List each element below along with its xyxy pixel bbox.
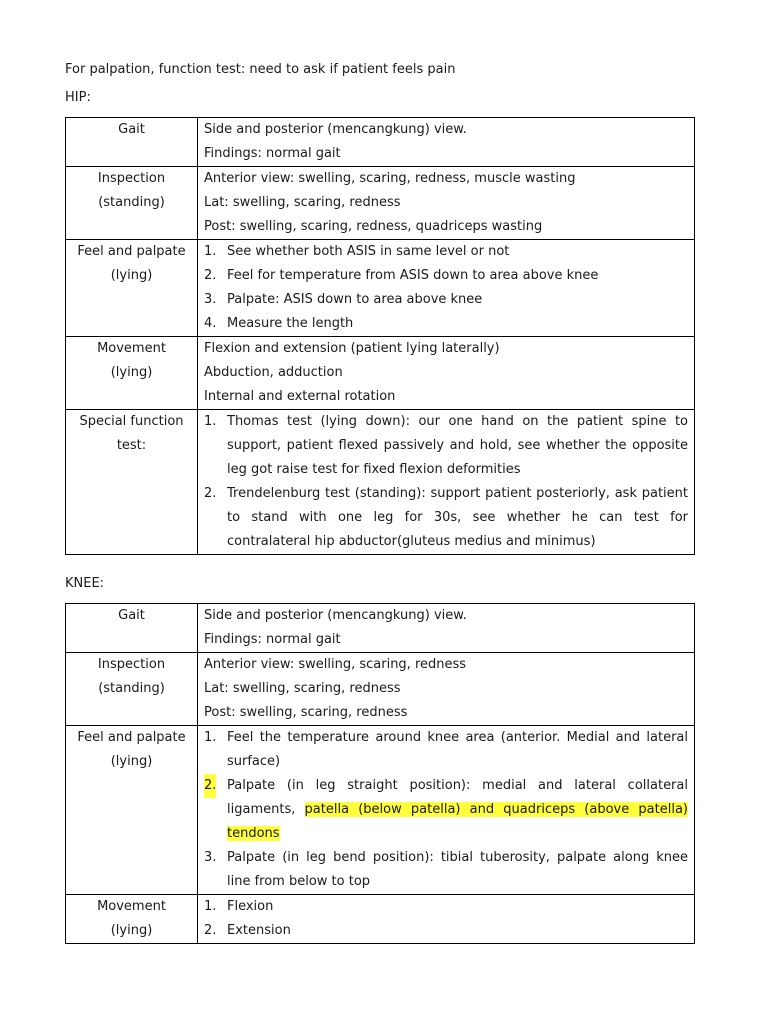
table-row [66, 167, 695, 240]
list-item [204, 482, 688, 554]
list-text: Palpate (in leg bend position): tibial tuberosity, palpate along knee line from below to top [227, 850, 688, 889]
list-number: 2. [204, 268, 217, 283]
list-item [204, 288, 688, 312]
row-label: Feel and palpate [77, 730, 186, 745]
list-text: Feel for temperature from ASIS down to area above knee [227, 268, 599, 283]
table-row [66, 410, 695, 555]
row-label-cell [66, 653, 198, 726]
list-text: Palpate: ASIS down to area above knee [227, 292, 483, 307]
hip-exam-table [65, 117, 695, 555]
list-item [204, 726, 688, 774]
row-label: (standing) [98, 681, 165, 696]
row-label: Gait [118, 122, 145, 137]
list-number: 4. [204, 316, 217, 331]
list-number: 2. [204, 774, 216, 798]
row-label: Special function [79, 414, 184, 429]
row-label-cell [66, 118, 198, 167]
list-text: Trendelenburg test (standing): support patient posteriorly, ask patient to stand with one leg for 30s, see whether he can test for contralateral hip abductor(gluteus medius and minimus) [227, 486, 688, 549]
content-line: Findings: normal gait [204, 632, 341, 647]
list-text: See whether both ASIS in same level or not [227, 244, 510, 259]
knee-section-title: KNEE: [65, 576, 105, 591]
row-label: Feel and palpate [77, 244, 186, 259]
list-item [204, 895, 688, 919]
list-item [204, 846, 688, 894]
table-row [66, 240, 695, 337]
row-content-cell [198, 337, 695, 410]
row-label: Inspection [97, 657, 166, 672]
content-line: Anterior view: swelling, scaring, redness, muscle wasting [204, 171, 576, 186]
row-label: Gait [118, 608, 145, 623]
content-line: Post: swelling, scaring, redness, quadriceps wasting [204, 219, 543, 234]
list-text: Feel the temperature around knee area (anterior. Medial and lateral surface) [227, 730, 688, 769]
numbered-list [204, 410, 688, 554]
row-label: Movement [97, 899, 166, 914]
numbered-list [204, 726, 688, 894]
row-label: test: [116, 438, 147, 453]
list-item [204, 240, 688, 264]
content-line: Anterior view: swelling, scaring, redness [204, 657, 467, 672]
row-content-cell [198, 726, 695, 895]
hip-section-title: HIP: [65, 90, 91, 105]
row-content-cell [198, 240, 695, 337]
content-line: Side and posterior (mencangkung) view. [204, 122, 467, 137]
row-content-cell [198, 118, 695, 167]
table-row [66, 726, 695, 895]
row-label-cell [66, 726, 198, 895]
table-row [66, 653, 695, 726]
row-content-cell [198, 604, 695, 653]
content-line: Findings: normal gait [204, 146, 341, 161]
content-line: Side and posterior (mencangkung) view. [204, 608, 467, 623]
knee-exam-table [65, 603, 695, 944]
list-number: 3. [204, 850, 217, 865]
content-line: Lat: swelling, scaring, redness [204, 681, 401, 696]
list-item [204, 312, 688, 336]
content-line: Abduction, adduction [204, 365, 343, 380]
highlighted-text: patella (below patella) and quadriceps (above patella) tendons [227, 802, 688, 841]
row-content-cell [198, 895, 695, 944]
row-label-cell [66, 240, 198, 337]
content-line: Post: swelling, scaring, redness [204, 705, 408, 720]
row-label-cell [66, 337, 198, 410]
list-text: Flexion [227, 899, 274, 914]
row-label: (standing) [98, 195, 165, 210]
list-item [204, 774, 688, 846]
numbered-list [204, 895, 688, 943]
list-text: Extension [227, 923, 291, 938]
table-row [66, 895, 695, 944]
row-content-cell [198, 653, 695, 726]
list-number: 1. [204, 414, 217, 429]
list-item [204, 410, 688, 482]
row-content-cell [198, 167, 695, 240]
list-number: 1. [204, 244, 217, 259]
table-row [66, 337, 695, 410]
row-label: (lying) [110, 365, 153, 380]
row-label-cell [66, 410, 198, 555]
row-label: Movement [97, 341, 166, 356]
list-number: 1. [204, 730, 217, 745]
row-label: (lying) [110, 754, 153, 769]
list-item [204, 264, 688, 288]
row-label-cell [66, 895, 198, 944]
row-content-cell [198, 410, 695, 555]
row-label: (lying) [110, 923, 153, 938]
content-line: Flexion and extension (patient lying laterally) [204, 341, 500, 356]
numbered-list [204, 240, 688, 336]
content-line: Lat: swelling, scaring, redness [204, 195, 401, 210]
row-label-cell [66, 604, 198, 653]
list-item [204, 919, 688, 943]
intro-note: For palpation, function test: need to ask if patient feels pain [65, 62, 456, 77]
list-number: 2. [204, 923, 217, 938]
row-label: Inspection [97, 171, 166, 186]
table-row [66, 604, 695, 653]
list-text: Thomas test (lying down): our one hand on the patient spine to support, patient flexed passively and hold, see whether the opposite leg got raise test for fixed flexion deformities [227, 414, 688, 477]
row-label-cell [66, 167, 198, 240]
content-line: Internal and external rotation [204, 389, 396, 404]
list-number: 1. [204, 899, 217, 914]
table-row [66, 118, 695, 167]
list-number: 2. [204, 486, 217, 501]
list-text: Palpate (in leg straight position): medial and lateral collateral ligaments, [227, 778, 688, 817]
list-text: Measure the length [227, 316, 354, 331]
list-number: 3. [204, 292, 217, 307]
row-label: (lying) [110, 268, 153, 283]
